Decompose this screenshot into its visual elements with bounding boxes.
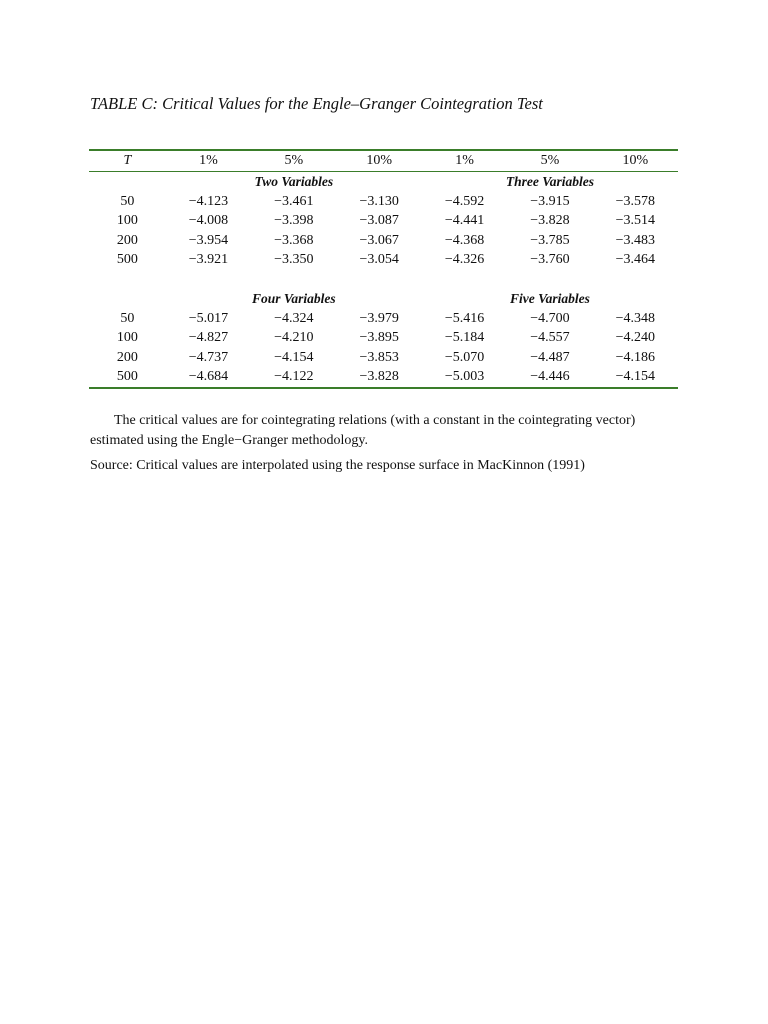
- table-cell: 100: [116, 330, 138, 346]
- table-cell: −5.003: [444, 369, 485, 385]
- table-cell: −3.368: [274, 232, 314, 248]
- table-cell: −4.326: [444, 252, 485, 268]
- table-cell: −4.487: [530, 349, 570, 365]
- group-label-five-variables: Five Variables: [510, 290, 590, 306]
- table-cell: 200: [116, 349, 138, 365]
- table-row: [89, 192, 678, 212]
- table-row: [89, 328, 678, 348]
- table-cell: 50: [120, 310, 135, 326]
- table-cell: −4.154: [274, 349, 314, 365]
- group-label-row: [89, 172, 678, 192]
- table-cell: −3.130: [359, 193, 399, 209]
- table-cell: 50: [120, 193, 135, 209]
- table-cell: −3.578: [615, 193, 655, 209]
- group-label-three-variables: Three Variables: [505, 174, 594, 189]
- table-cell: −3.461: [274, 193, 314, 209]
- column-header-t: T: [89, 150, 166, 172]
- table-cell: −4.210: [274, 330, 314, 346]
- table-cell: −5.070: [444, 349, 485, 365]
- table-cell: −4.557: [530, 330, 570, 346]
- table-row: [89, 231, 678, 251]
- table-cell: −3.828: [530, 213, 570, 229]
- table-cell: −3.514: [615, 213, 655, 229]
- table-cell: 200: [116, 232, 138, 248]
- column-header: 10%: [593, 150, 678, 172]
- column-header: 5%: [251, 150, 336, 172]
- source-note: Source: Critical values are interpolated using the response surface in MacKinnon (1991): [90, 458, 585, 473]
- table-title: TABLE C: Critical Values for the Engle–Granger Cointegration Test: [90, 94, 543, 113]
- table-cell: −5.416: [444, 310, 485, 326]
- table-cell: −4.368: [444, 232, 485, 248]
- column-header: 5%: [507, 150, 592, 172]
- column-header: 1%: [422, 150, 507, 172]
- table-cell: −4.446: [530, 369, 570, 385]
- table-cell: −4.122: [274, 369, 314, 385]
- table-cell: −3.915: [530, 193, 570, 209]
- table-cell: −3.853: [359, 349, 399, 365]
- group-label-four-variables: Four Variables: [252, 290, 336, 306]
- table-cell: −4.441: [444, 213, 485, 229]
- table-row: [89, 309, 678, 329]
- table-cell: −4.592: [444, 193, 485, 209]
- critical-values-table: [89, 149, 678, 389]
- table-cell: −3.979: [359, 310, 399, 326]
- table-row: [89, 367, 678, 388]
- table-note: The critical values are for cointegrating relations (with a constant in the cointegrating vector) estimated using the Engle−Granger methodology.: [90, 413, 636, 448]
- table-row: [89, 348, 678, 368]
- table-cell: −3.483: [615, 232, 655, 248]
- table-cell: −3.895: [359, 330, 399, 346]
- table-cell: −4.700: [530, 310, 570, 326]
- table-cell: −3.464: [615, 252, 655, 268]
- table-cell: −4.008: [188, 213, 229, 229]
- table-cell: −3.398: [274, 213, 314, 229]
- table-cell: −4.123: [188, 193, 229, 209]
- table-cell: −3.067: [359, 232, 399, 248]
- table-cell: −3.785: [530, 232, 570, 248]
- table-cell: 100: [116, 213, 138, 229]
- table-cell: −4.154: [615, 369, 655, 385]
- table-cell: −4.348: [615, 310, 655, 326]
- table-cell: −5.184: [444, 330, 485, 346]
- table-cell: −4.684: [188, 369, 229, 385]
- spacer-row: [89, 270, 678, 289]
- table-cell: −4.186: [615, 349, 655, 365]
- table-row: [89, 211, 678, 231]
- group-label-row: [89, 289, 678, 309]
- table-cell: −4.324: [274, 310, 314, 326]
- table-cell: −3.828: [359, 369, 399, 385]
- table-cell: −3.760: [530, 252, 570, 268]
- column-header: 10%: [337, 150, 422, 172]
- table-cell: −4.737: [188, 349, 229, 365]
- table-cell: −3.054: [359, 252, 399, 268]
- table-cell: −4.240: [615, 330, 655, 346]
- group-label-two-variables: Two Variables: [254, 174, 334, 189]
- table-header-row: [89, 150, 678, 172]
- table-row: [89, 250, 678, 270]
- table-cell: −3.087: [359, 213, 399, 229]
- table-cell: −3.921: [188, 252, 229, 268]
- table-cell: −3.350: [274, 252, 314, 268]
- table-cell: −4.827: [188, 330, 229, 346]
- column-header: 1%: [166, 150, 251, 172]
- table-cell: 500: [116, 252, 138, 268]
- table-cell: −5.017: [188, 310, 229, 326]
- table-cell: −3.954: [188, 232, 229, 248]
- table-cell: 500: [116, 369, 138, 385]
